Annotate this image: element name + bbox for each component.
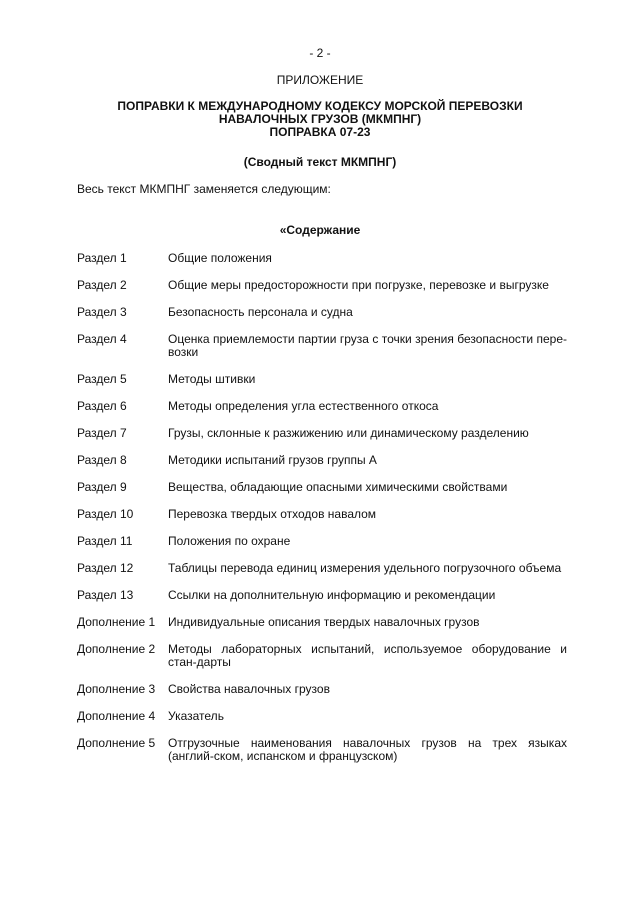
toc-section-label: Раздел 2 xyxy=(77,278,127,292)
toc-section-label: Раздел 5 xyxy=(77,372,127,386)
toc-row xyxy=(77,737,567,763)
toc-appendix-label: Дополнение 3 xyxy=(77,682,156,696)
toc-section-label: Раздел 4 xyxy=(77,332,127,346)
toc-row xyxy=(77,252,567,265)
toc-row xyxy=(77,508,567,521)
toc-appendix-label: Дополнение 1 xyxy=(77,615,156,629)
toc-appendix-label: Дополнение 2 xyxy=(77,642,156,656)
toc-row xyxy=(77,454,567,467)
toc-row xyxy=(77,683,567,696)
document-title xyxy=(0,100,640,139)
toc-row xyxy=(77,400,567,413)
toc-section-label: Раздел 10 xyxy=(77,507,134,521)
title-line: НАВАЛОЧНЫХ ГРУЗОВ (МКМПНГ) xyxy=(218,112,422,126)
toc-row xyxy=(77,589,567,602)
toc-row xyxy=(77,643,567,669)
toc-section-title: Таблицы перевода единиц измерения удельного погрузочного объема xyxy=(168,561,562,575)
document-subtitle: (Сводный текст МКМПНГ) xyxy=(243,155,397,169)
toc-section-title: Оценка приемлемости партии груза с точки зрения безопасности пере-возки xyxy=(168,332,567,359)
toc-appendix-title: Индивидуальные описания твердых навалочных грузов xyxy=(168,615,480,629)
contents-heading: «Содержание xyxy=(279,223,361,237)
toc-section-label: Раздел 9 xyxy=(77,480,127,494)
toc-section-label: Раздел 12 xyxy=(77,561,134,575)
toc-appendix-title: Методы лабораторных испытаний, используемое оборудование и стан-дарты xyxy=(168,642,567,669)
toc-section-label: Раздел 3 xyxy=(77,305,127,319)
toc-section-title: Грузы, склонные к разжижению или динамическому разделению xyxy=(168,426,529,440)
toc-section-title: Методы штивки xyxy=(168,372,256,386)
toc-row xyxy=(77,562,567,575)
toc-section-label: Раздел 13 xyxy=(77,588,134,602)
toc-section-title: Вещества, обладающие опасными химическими свойствами xyxy=(168,480,508,494)
toc-section-label: Раздел 8 xyxy=(77,453,127,467)
title-line: ПОПРАВКА 07-23 xyxy=(269,125,371,139)
page-number: - 2 - xyxy=(309,46,331,60)
intro-paragraph: Весь текст МКМПНГ заменяется следующим: xyxy=(77,182,331,196)
toc-section-title: Методы определения угла естественного откоса xyxy=(168,399,439,413)
toc-section-label: Раздел 1 xyxy=(77,251,127,265)
toc-section-title: Методики испытаний грузов группы А xyxy=(168,453,377,467)
title-line: ПОПРАВКИ К МЕЖДУНАРОДНОМУ КОДЕКСУ МОРСКОЙ ПЕРЕВОЗКИ xyxy=(117,99,523,113)
toc-appendix-title: Отгрузочные наименования навалочных грузов на трех языках (англий-ском, испанском и французском) xyxy=(168,736,567,763)
toc-row xyxy=(77,481,567,494)
toc-section-title: Положения по охране xyxy=(168,534,291,548)
toc-row xyxy=(77,306,567,319)
toc-section-label: Раздел 7 xyxy=(77,426,127,440)
toc-section-label: Раздел 6 xyxy=(77,399,127,413)
toc-section-title: Общие меры предосторожности при погрузке, перевозке и выгрузке xyxy=(168,278,549,292)
toc-appendix-title: Свойства навалочных грузов xyxy=(168,682,330,696)
toc-section-label: Раздел 11 xyxy=(77,534,133,548)
annex-label: ПРИЛОЖЕНИЕ xyxy=(276,73,364,87)
toc-row xyxy=(77,279,567,292)
toc-row xyxy=(77,616,567,629)
toc-row xyxy=(77,333,567,359)
toc-section-title: Ссылки на дополнительную информацию и рекомендации xyxy=(168,588,496,602)
toc-appendix-title: Указатель xyxy=(168,709,224,723)
toc-appendix-label: Дополнение 5 xyxy=(77,736,156,750)
toc-row xyxy=(77,535,567,548)
toc-section-title: Общие положения xyxy=(168,251,272,265)
toc-row xyxy=(77,710,567,723)
toc-row xyxy=(77,427,567,440)
toc-section-title: Безопасность персонала и судна xyxy=(168,305,353,319)
table-of-contents xyxy=(77,252,567,777)
toc-section-title: Перевозка твердых отходов навалом xyxy=(168,507,377,521)
toc-row xyxy=(77,373,567,386)
toc-appendix-label: Дополнение 4 xyxy=(77,709,156,723)
